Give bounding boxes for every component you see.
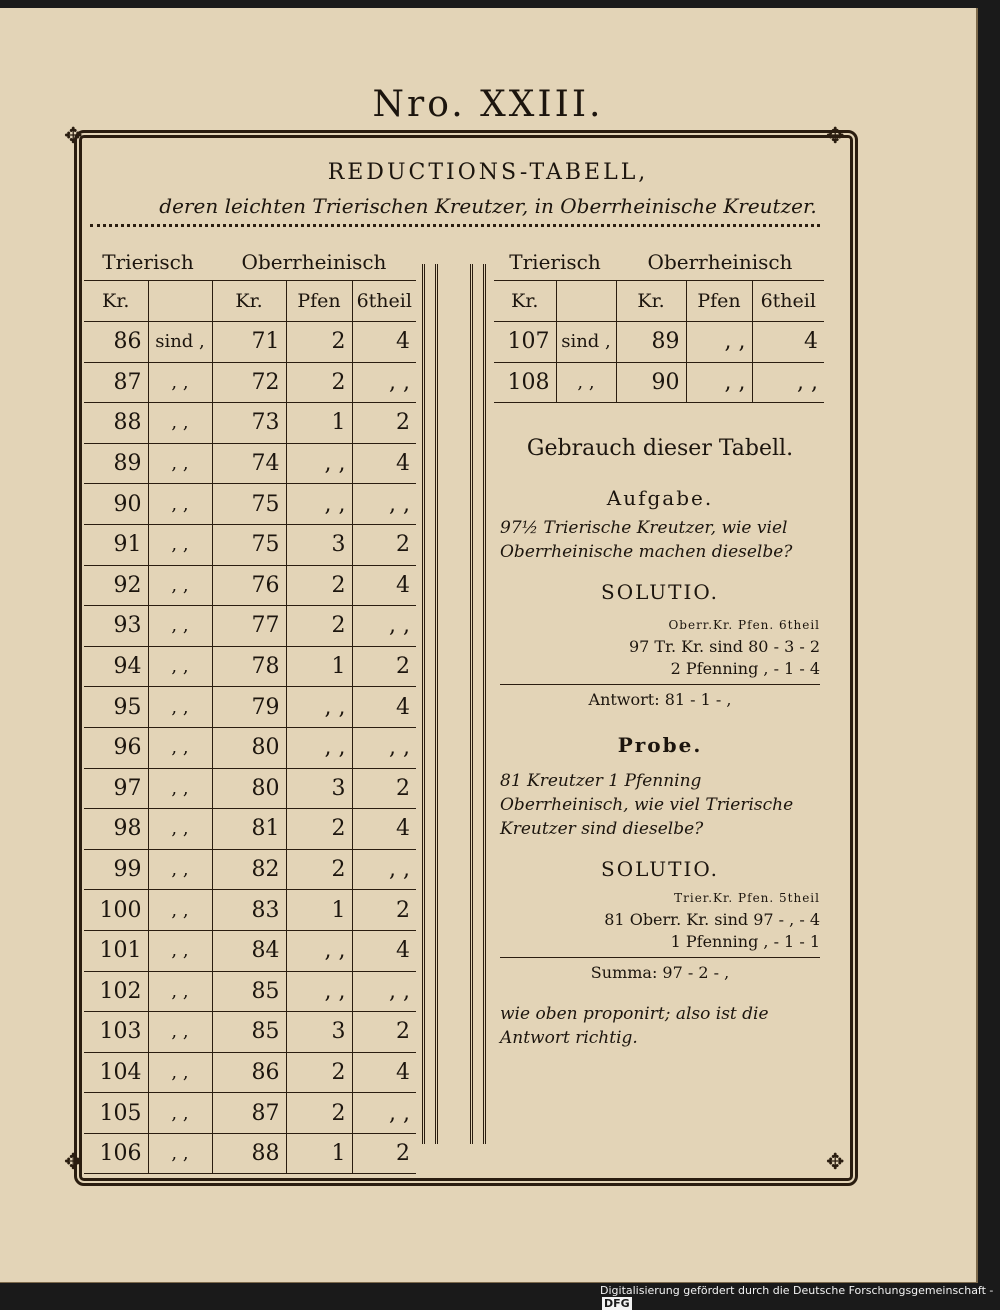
column-header-kr: Kr.	[212, 281, 286, 322]
group-header-trierisch: Trierisch	[494, 244, 616, 281]
sind-cell: , ,	[148, 727, 212, 768]
pfen-cell: 1	[286, 403, 352, 444]
table-row	[84, 565, 416, 606]
oberrheinisch-kr-cell: 71	[212, 322, 286, 363]
sind-cell: , ,	[148, 930, 212, 971]
conclusion-text: wie oben proponirt; also ist die Antwort richtig.	[500, 1004, 769, 1048]
oberrheinisch-kr-cell: 87	[212, 1093, 286, 1134]
kr-cell: 99	[84, 849, 148, 890]
sind-cell: , ,	[148, 403, 212, 444]
pfen-cell: , ,	[286, 971, 352, 1012]
column-header-6theil: 6theil	[352, 281, 416, 322]
kr-cell: 101	[84, 930, 148, 971]
oberrheinisch-kr-cell: 81	[212, 809, 286, 850]
solutio-heading: SOLUTIO.	[601, 857, 719, 881]
theil-cell: 4	[752, 322, 824, 363]
theil-cell: , ,	[352, 971, 416, 1012]
theil-cell: , ,	[352, 606, 416, 647]
pfen-cell: 2	[286, 606, 352, 647]
theil-cell: 2	[352, 646, 416, 687]
credit-text: Digitalisierung gefördert durch die Deutsche Forschungsgemeinschaft -	[600, 1284, 994, 1297]
pfen-cell: 1	[286, 646, 352, 687]
pfen-cell: 3	[286, 524, 352, 565]
sind-cell: sind ,	[148, 322, 212, 363]
solutio-line: 81 Oberr. Kr. sind 97 - , - 4	[604, 910, 820, 929]
sind-cell: , ,	[148, 443, 212, 484]
theil-cell: 4	[352, 930, 416, 971]
theil-cell: 4	[352, 322, 416, 363]
kr-cell: 105	[84, 1093, 148, 1134]
pfen-cell: 2	[286, 1093, 352, 1134]
table-row	[84, 890, 416, 931]
table-row	[84, 443, 416, 484]
kr-cell: 106	[84, 1133, 148, 1174]
dotted-divider	[90, 224, 820, 227]
pfen-cell: 2	[286, 322, 352, 363]
sind-cell: , ,	[148, 484, 212, 525]
pfen-cell: 3	[286, 1012, 352, 1053]
table-subtitle: deren leichten Trierischen Kreutzer, in Oberrheinische Kreutzer.	[159, 194, 817, 218]
pfen-cell: , ,	[286, 687, 352, 728]
theil-cell: 4	[352, 1052, 416, 1093]
column-header-blank	[556, 281, 616, 322]
kr-cell: 92	[84, 565, 148, 606]
sind-cell: , ,	[148, 565, 212, 606]
theil-cell: 2	[352, 768, 416, 809]
left-reduction-table	[84, 244, 416, 1174]
oberrheinisch-kr-cell: 75	[212, 524, 286, 565]
sind-cell: , ,	[148, 687, 212, 728]
sind-cell: , ,	[148, 890, 212, 931]
kr-cell: 91	[84, 524, 148, 565]
table-row	[84, 524, 416, 565]
sind-cell: , ,	[148, 1052, 212, 1093]
theil-cell: , ,	[352, 484, 416, 525]
column-header-kr: Kr.	[616, 281, 686, 322]
kr-cell: 86	[84, 322, 148, 363]
theil-cell: , ,	[352, 849, 416, 890]
usage-title: Gebrauch dieser Tabell.	[526, 436, 794, 461]
sind-cell: sind ,	[556, 322, 616, 363]
kr-cell: 87	[84, 362, 148, 403]
kr-cell: 97	[84, 768, 148, 809]
kr-cell: 96	[84, 727, 148, 768]
kr-cell: 93	[84, 606, 148, 647]
aufgabe-text: 97½ Trierische Kreutzer, wie viel Oberrheinische machen dieselbe?	[500, 518, 793, 562]
pfen-cell: , ,	[686, 362, 752, 403]
table-row	[84, 809, 416, 850]
oberrheinisch-kr-cell: 73	[212, 403, 286, 444]
kr-cell: 89	[84, 443, 148, 484]
page-title: Nro. XXIII.	[372, 84, 604, 125]
oberrheinisch-kr-cell: 90	[616, 362, 686, 403]
sind-cell: , ,	[148, 1133, 212, 1174]
solutio-column-header: Trier.Kr. Pfen. 5theil	[674, 891, 820, 905]
sind-cell: , ,	[148, 971, 212, 1012]
theil-cell: , ,	[352, 727, 416, 768]
group-header-trierisch: Trierisch	[84, 244, 212, 281]
corner-ornament-icon: ✥	[64, 124, 83, 149]
pfen-cell: 3	[286, 768, 352, 809]
kr-cell: 98	[84, 809, 148, 850]
table-row	[84, 606, 416, 647]
theil-cell: , ,	[752, 362, 824, 403]
sind-cell: , ,	[148, 849, 212, 890]
dfg-logo: DFG	[604, 1297, 630, 1310]
oberrheinisch-kr-cell: 76	[212, 565, 286, 606]
pfen-cell: 2	[286, 849, 352, 890]
table-row	[84, 849, 416, 890]
table-row	[494, 362, 824, 403]
oberrheinisch-kr-cell: 82	[212, 849, 286, 890]
sind-cell: , ,	[148, 646, 212, 687]
theil-cell: 2	[352, 890, 416, 931]
oberrheinisch-kr-cell: 75	[212, 484, 286, 525]
kr-cell: 88	[84, 403, 148, 444]
column-header-6theil: 6theil	[752, 281, 824, 322]
sind-cell: , ,	[556, 362, 616, 403]
oberrheinisch-kr-cell: 85	[212, 971, 286, 1012]
sind-cell: , ,	[148, 524, 212, 565]
table-row	[84, 727, 416, 768]
column-header-kr: Kr.	[494, 281, 556, 322]
oberrheinisch-kr-cell: 85	[212, 1012, 286, 1053]
kr-cell: 107	[494, 322, 556, 363]
probe-heading: Probe.	[617, 733, 703, 757]
theil-cell: , ,	[352, 1093, 416, 1134]
theil-cell: 4	[352, 443, 416, 484]
kr-cell: 108	[494, 362, 556, 403]
table-row	[84, 1133, 416, 1174]
sind-cell: , ,	[148, 606, 212, 647]
oberrheinisch-kr-cell: 77	[212, 606, 286, 647]
corner-ornament-icon: ✥	[64, 1150, 83, 1175]
theil-cell: 2	[352, 1012, 416, 1053]
oberrheinisch-kr-cell: 88	[212, 1133, 286, 1174]
group-header-oberrheinisch: Oberrheinisch	[616, 244, 824, 281]
pfen-cell: 2	[286, 362, 352, 403]
sum-rule	[500, 684, 820, 685]
table-title: REDUCTIONS-TABELL,	[327, 160, 649, 185]
oberrheinisch-kr-cell: 84	[212, 930, 286, 971]
theil-cell: 2	[352, 403, 416, 444]
sind-cell: , ,	[148, 1012, 212, 1053]
oberrheinisch-kr-cell: 89	[616, 322, 686, 363]
table-row	[84, 322, 416, 363]
solutio-line: 97 Tr. Kr. sind 80 - 3 - 2	[628, 637, 820, 656]
theil-cell: 2	[352, 524, 416, 565]
theil-cell: 4	[352, 809, 416, 850]
column-divider	[470, 264, 486, 1144]
oberrheinisch-kr-cell: 78	[212, 646, 286, 687]
corner-ornament-icon: ✥	[826, 124, 845, 149]
column-divider	[422, 264, 438, 1144]
solutio-column-header: Oberr.Kr. Pfen. 6theil	[668, 618, 820, 632]
pfen-cell: 1	[286, 890, 352, 931]
table-row	[84, 362, 416, 403]
theil-cell: 4	[352, 565, 416, 606]
solutio-line: 2 Pfenning , - 1 - 4	[670, 659, 820, 678]
table-row	[84, 1052, 416, 1093]
sind-cell: , ,	[148, 1093, 212, 1134]
pfen-cell: , ,	[286, 727, 352, 768]
solutio-line: 1 Pfenning , - 1 - 1	[670, 932, 820, 951]
kr-cell: 95	[84, 687, 148, 728]
pfen-cell: 2	[286, 1052, 352, 1093]
pfen-cell: , ,	[286, 930, 352, 971]
kr-cell: 102	[84, 971, 148, 1012]
theil-cell: 2	[352, 1133, 416, 1174]
table-row	[84, 768, 416, 809]
kr-cell: 90	[84, 484, 148, 525]
table-row	[84, 1012, 416, 1053]
probe-text: 81 Kreutzer 1 Pfenning Oberrheinisch, wie viel Trierische Kreutzer sind dieselbe?	[500, 771, 794, 839]
oberrheinisch-kr-cell: 83	[212, 890, 286, 931]
group-header-oberrheinisch: Oberrheinisch	[212, 244, 416, 281]
kr-cell: 104	[84, 1052, 148, 1093]
table-row	[84, 484, 416, 525]
oberrheinisch-kr-cell: 80	[212, 727, 286, 768]
pfen-cell: , ,	[286, 443, 352, 484]
kr-cell: 103	[84, 1012, 148, 1053]
sum-rule	[500, 957, 820, 958]
sind-cell: , ,	[148, 768, 212, 809]
sind-cell: , ,	[148, 809, 212, 850]
oberrheinisch-kr-cell: 74	[212, 443, 286, 484]
table-row	[84, 971, 416, 1012]
right-reduction-table	[494, 244, 824, 403]
sind-cell: , ,	[148, 362, 212, 403]
solutio-heading: SOLUTIO.	[601, 580, 719, 604]
solutio-sum: Summa: 97 - 2 - ,	[590, 963, 730, 982]
column-header-kr: Kr.	[84, 281, 148, 322]
kr-cell: 94	[84, 646, 148, 687]
table-row	[84, 1093, 416, 1134]
footer-credit	[600, 1284, 1000, 1310]
column-header-pfen: Pfen	[686, 281, 752, 322]
oberrheinisch-kr-cell: 80	[212, 768, 286, 809]
theil-cell: 4	[352, 687, 416, 728]
kr-cell: 100	[84, 890, 148, 931]
pfen-cell: 2	[286, 809, 352, 850]
pfen-cell: , ,	[686, 322, 752, 363]
table-row	[84, 687, 416, 728]
theil-cell: , ,	[352, 362, 416, 403]
column-header-blank	[148, 281, 212, 322]
pfen-cell: 2	[286, 565, 352, 606]
corner-ornament-icon: ✥	[826, 1150, 845, 1175]
oberrheinisch-kr-cell: 86	[212, 1052, 286, 1093]
oberrheinisch-kr-cell: 79	[212, 687, 286, 728]
table-row	[84, 403, 416, 444]
solutio-answer: Antwort: 81 - 1 - ,	[588, 690, 732, 709]
column-header-pfen: Pfen	[286, 281, 352, 322]
table-row	[84, 930, 416, 971]
aufgabe-heading: Aufgabe.	[606, 486, 714, 510]
aufgabe-section	[500, 486, 820, 1050]
table-row	[84, 646, 416, 687]
pfen-cell: , ,	[286, 484, 352, 525]
pfen-cell: 1	[286, 1133, 352, 1174]
table-row	[494, 322, 824, 363]
oberrheinisch-kr-cell: 72	[212, 362, 286, 403]
